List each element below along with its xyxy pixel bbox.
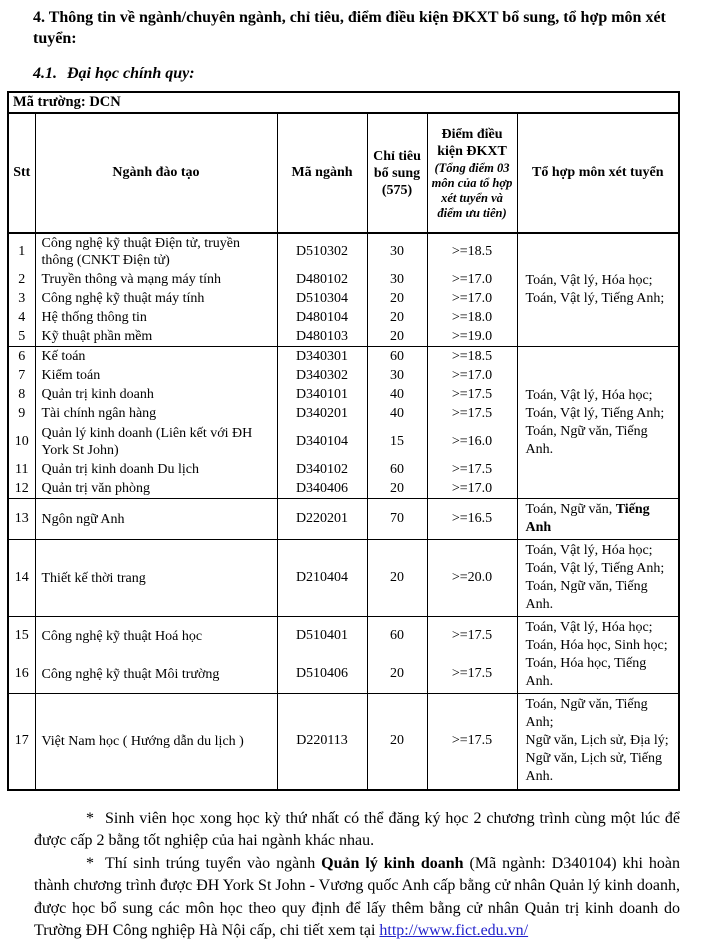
to-hop-line: Toán, Ngữ văn, Tiếng [525,697,648,713]
cell-ma-nganh: D480102 [277,270,367,289]
cell-nganh: Quản trị kinh doanh [35,385,277,404]
cell-to-hop [517,499,679,540]
fict-link[interactable]: http://www.fict.edu.vn/ [379,922,529,939]
cell-chi-tieu: 60 [367,617,427,656]
to-hop-line: Toán, Vật lý, Tiếng Anh; [525,291,665,306]
col-header-nganh: Ngành đào tạo [35,113,277,233]
cell-chi-tieu: 40 [367,385,427,404]
cell-diem: >=19.0 [427,327,517,347]
cell-ma-nganh: D340201 [277,404,367,423]
subtitle-text: Đại học chính quy: [67,65,195,82]
cell-stt: 15 [8,617,35,656]
cell-to-hop-group3 [517,617,679,694]
cell-stt: 6 [8,347,35,367]
cell-ma-nganh: D340406 [277,479,367,499]
cell-nganh: Việt Nam học ( Hướng dẫn du lịch ) [35,694,277,790]
cell-ma-nganh: D340101 [277,385,367,404]
cell-chi-tieu: 20 [367,540,427,617]
document-page [0,7,706,945]
col-header-diem [427,113,517,233]
cell-diem: >=18.5 [427,233,517,270]
cell-diem: >=17.5 [427,694,517,790]
to-hop-line: Toán, Ngữ văn, Tiếng [525,579,648,594]
cell-stt: 10 [8,423,35,460]
cell-chi-tieu: 20 [367,655,427,694]
cell-ma-nganh: D480104 [277,308,367,327]
school-code: Mã trường: DCN [8,92,679,113]
cell-diem: >=17.5 [427,617,517,656]
cell-ma-nganh: D510302 [277,233,367,270]
to-hop-line: Toán, Ngữ văn, Tiếng [525,423,648,439]
admission-table [7,91,680,791]
cell-stt: 12 [8,479,35,499]
to-hop-line: Toán, Vật lý, Hóa học; [525,620,653,635]
cell-ma-nganh: D510401 [277,617,367,656]
table-row [8,499,679,540]
cell-ma-nganh: D220113 [277,694,367,790]
cell-stt: 5 [8,327,35,347]
cell-chi-tieu: 20 [367,308,427,327]
table-row [8,694,679,790]
col-header-ma-nganh: Mã ngành [277,113,367,233]
diem-header-note: (Tổng điểm 03 môn của tổ hợp xét tuyển và điểm ưu tiên) [431,160,513,220]
cell-ma-nganh: D340102 [277,460,367,479]
note-text: Sinh viên học xong học kỳ thứ nhất có thể đăng ký học 2 chương trình cùng một lúc để được cấp 2 bằng tốt nghiệp của hai ngành khác nhau. [34,809,680,849]
cell-to-hop-group1 [517,233,679,347]
cell-chi-tieu: 20 [367,479,427,499]
cell-diem: >=17.0 [427,366,517,385]
to-hop-line: Anh. [525,674,554,689]
cell-chi-tieu: 20 [367,289,427,308]
cell-stt: 8 [8,385,35,404]
col-header-chi-tieu: Chỉ tiêu bổ sung (575) [367,113,427,233]
table-row [8,233,679,270]
note-1 [34,808,680,853]
cell-diem: >=16.5 [427,499,517,540]
cell-diem: >=17.5 [427,404,517,423]
cell-stt: 3 [8,289,35,308]
cell-chi-tieu: 60 [367,347,427,367]
subtitle-number: 4.1. [33,65,57,82]
cell-nganh: Thiết kế thời trang [35,540,277,617]
note-text: (Mã ngành: D340104) khi hoàn thành chương trình được ĐH York St John - Vương quốc Anh cấp bằng cử nhân Quản lý kinh doanh, được học bổ sung các môn học theo quy định để lấy thêm bằng cử nhân Quản trị kinh doanh do Trường ĐH Công nghiệp Hà Nội cấp, chi tiết xem tại [34,854,680,939]
cell-diem: >=17.5 [427,460,517,479]
cell-stt: 16 [8,655,35,694]
to-hop-text-bold: Tiếng Anh [525,502,650,535]
to-hop-line: Anh. [525,769,554,785]
cell-nganh: Công nghệ kỹ thuật Hoá học [35,617,277,656]
note-bold-text: Quản lý kinh doanh [321,854,464,872]
cell-nganh: Hệ thống thông tin [35,308,277,327]
cell-ma-nganh: D510406 [277,655,367,694]
to-hop-line: Toán, Hóa học, Tiếng [525,656,647,671]
table-row [8,617,679,656]
cell-chi-tieu: 15 [367,423,427,460]
cell-ma-nganh: D340104 [277,423,367,460]
cell-nganh: Công nghệ kỹ thuật máy tính [35,289,277,308]
cell-nganh: Công nghệ kỹ thuật Môi trường [35,655,277,694]
cell-nganh: Kỹ thuật phần mềm [35,327,277,347]
cell-nganh: Kế toán [35,347,277,367]
cell-to-hop-group2 [517,347,679,499]
note-marker: * [86,809,94,827]
footnotes [34,808,680,943]
cell-chi-tieu: 40 [367,404,427,423]
note-2 [34,853,680,943]
cell-stt: 11 [8,460,35,479]
cell-diem: >=17.5 [427,655,517,694]
cell-nganh: Ngôn ngữ Anh [35,499,277,540]
cell-stt: 17 [8,694,35,790]
cell-chi-tieu: 30 [367,233,427,270]
cell-nganh: Kiểm toán [35,366,277,385]
cell-stt: 14 [8,540,35,617]
cell-stt: 1 [8,233,35,270]
cell-chi-tieu: 30 [367,366,427,385]
cell-diem: >=17.0 [427,479,517,499]
cell-nganh: Quản lý kinh doanh (Liên kết với ĐH York St John) [35,423,277,460]
to-hop-line: Anh; [525,715,554,731]
to-hop-line: Anh. [525,441,554,457]
cell-stt: 7 [8,366,35,385]
cell-to-hop [517,694,679,790]
cell-ma-nganh: D340301 [277,347,367,367]
table-row [8,540,679,617]
cell-chi-tieu: 30 [367,270,427,289]
to-hop-line: Ngữ văn, Lịch sử, Tiếng [525,751,663,767]
cell-ma-nganh: D340302 [277,366,367,385]
cell-nganh: Truyền thông và mạng máy tính [35,270,277,289]
cell-chi-tieu: 60 [367,460,427,479]
school-code-row [8,92,679,113]
section-subtitle [33,65,706,83]
cell-ma-nganh: D510304 [277,289,367,308]
table-row [8,347,679,367]
cell-chi-tieu: 20 [367,694,427,790]
cell-nganh: Quản trị kinh doanh Du lịch [35,460,277,479]
to-hop-line: Ngữ văn, Lịch sử, Địa lý; [525,733,669,749]
to-hop-line: Toán, Vật lý, Hóa học; [525,387,653,403]
cell-diem: >=17.0 [427,270,517,289]
cell-stt: 13 [8,499,35,540]
to-hop-line: Toán, Vật lý, Hóa học; [525,273,653,288]
cell-to-hop [517,540,679,617]
cell-diem: >=16.0 [427,423,517,460]
to-hop-line: Toán, Vật lý, Hóa học; [525,543,653,558]
note-marker: * [86,854,94,872]
cell-chi-tieu: 20 [367,327,427,347]
cell-diem: >=18.0 [427,308,517,327]
cell-diem: >=17.0 [427,289,517,308]
cell-chi-tieu: 70 [367,499,427,540]
cell-nganh: Công nghệ kỹ thuật Điện tử, truyền thông (CNKT Điện tử) [35,233,277,270]
diem-header-title: Điểm điều kiện ĐKXT [437,126,507,159]
cell-ma-nganh: D210404 [277,540,367,617]
cell-diem: >=18.5 [427,347,517,367]
cell-diem: >=20.0 [427,540,517,617]
to-hop-line: Anh. [525,597,554,612]
to-hop-text: Toán, Ngữ văn, [525,502,616,517]
table-header-row [8,113,679,233]
cell-stt: 9 [8,404,35,423]
to-hop-line: Toán, Hóa học, Sinh học; [525,638,668,653]
cell-ma-nganh: D220201 [277,499,367,540]
cell-ma-nganh: D480103 [277,327,367,347]
to-hop-line: Toán, Vật lý, Tiếng Anh; [525,561,665,576]
page-title: 4. Thông tin về ngành/chuyên ngành, chỉ tiêu, điểm điều kiện ĐKXT bổ sung, tổ hợp môn xét tuyển: [33,9,666,47]
cell-nganh: Tài chính ngân hàng [35,404,277,423]
note-text: Thí sinh trúng tuyển vào ngành [105,854,322,872]
col-header-to-hop: Tổ hợp môn xét tuyển [517,113,679,233]
cell-stt: 4 [8,308,35,327]
to-hop-line: Toán, Vật lý, Tiếng Anh; [525,405,665,421]
cell-stt: 2 [8,270,35,289]
cell-nganh: Quản trị văn phòng [35,479,277,499]
col-header-stt: Stt [8,113,35,233]
cell-diem: >=17.5 [427,385,517,404]
